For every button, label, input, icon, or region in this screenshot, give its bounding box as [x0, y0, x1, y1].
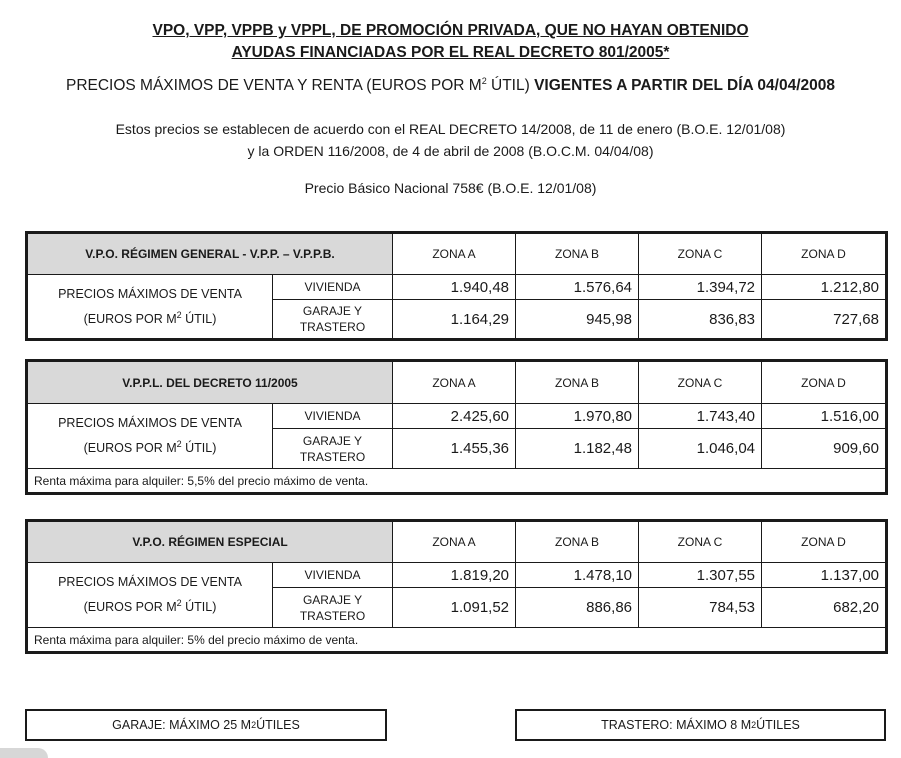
table-title: V.P.O. RÉGIMEN ESPECIAL — [27, 521, 393, 563]
page-corner-shadow — [0, 748, 48, 758]
zone-header: ZONA D — [762, 233, 887, 275]
zone-header: ZONA B — [516, 361, 639, 404]
zone-header: ZONA D — [762, 521, 887, 563]
garaje-label-line-1: GARAJE Y — [302, 304, 363, 318]
subtitle-sup: 2 — [481, 75, 487, 86]
rent-note: Renta máxima para alquiler: 5% del precio máximo de venta. — [27, 628, 887, 653]
intro-line-1: Estos precios se establecen de acuerdo con el REAL DECRETO 14/2008, de 11 de enero (B.O.E. 12/01/08) — [115, 121, 786, 137]
table-title: V.P.O. RÉGIMEN GENERAL - V.P.P. – V.P.P.B. — [27, 233, 393, 275]
row-label-sup: 2 — [176, 597, 182, 608]
garaje-max-box: GARAJE: MÁXIMO 25 M 2 ÚTILES — [25, 709, 387, 741]
row-label-sup: 2 — [176, 438, 182, 449]
row-label-sup: 2 — [176, 309, 182, 320]
zone-header: ZONA B — [516, 233, 639, 275]
garaje-trastero-label — [273, 300, 393, 340]
price-cell: 1.137,00 — [762, 563, 887, 588]
title-line-1: VPO, VPP, VPPB y VPPL, DE PROMOCIÓN PRIVADA, QUE NO HAYAN OBTENIDO — [152, 22, 749, 39]
price-cell: 836,83 — [639, 300, 762, 340]
price-cell: 682,20 — [762, 588, 887, 628]
price-cell: 1.455,36 — [393, 429, 516, 469]
price-table-especial — [25, 519, 888, 654]
price-cell: 1.394,72 — [639, 275, 762, 300]
price-cell: 1.576,64 — [516, 275, 639, 300]
subtitle-part-a: PRECIOS MÁXIMOS DE VENTA Y RENTA (EUROS POR M — [65, 77, 482, 94]
title-line-2: AYUDAS FINANCIADAS POR EL REAL DECRETO 801/2005* — [231, 44, 670, 61]
vivienda-label: VIVIENDA — [273, 563, 393, 588]
zone-header: ZONA A — [393, 233, 516, 275]
price-cell: 1.819,20 — [393, 563, 516, 588]
garaje-label-line-1: GARAJE Y — [302, 592, 363, 607]
row-label-line-2a: (EUROS POR M — [83, 311, 177, 326]
price-cell: 1.478,10 — [516, 563, 639, 588]
price-cell: 1.940,48 — [393, 275, 516, 300]
price-cell: 1.307,55 — [639, 563, 762, 588]
trastero-max-box: TRASTERO: MÁXIMO 8 M 2 ÚTILES — [515, 709, 886, 741]
row-label-line-2a: (EUROS POR M — [83, 600, 177, 614]
trastero-max-b: ÚTILES — [756, 718, 800, 732]
price-cell: 727,68 — [762, 300, 887, 340]
garaje-label-line-2: TRASTERO — [299, 449, 366, 464]
garaje-trastero-label — [273, 429, 393, 469]
price-cell: 1.046,04 — [639, 429, 762, 469]
subtitle — [0, 77, 901, 95]
base-price: Precio Básico Nacional 758€ (B.O.E. 12/01/08) — [304, 180, 597, 196]
price-cell: 1.516,00 — [762, 404, 887, 429]
row-label-line-1: PRECIOS MÁXIMOS DE VENTA — [58, 575, 242, 589]
garaje-trastero-label — [273, 588, 393, 628]
price-cell: 945,98 — [516, 300, 639, 340]
price-cell: 1.212,80 — [762, 275, 887, 300]
row-label-line-1: PRECIOS MÁXIMOS DE VENTA — [58, 286, 242, 301]
row-label — [27, 275, 273, 340]
price-table-vppl — [25, 359, 888, 495]
row-label-line-2a: (EUROS POR M — [83, 441, 177, 455]
table-title: V.P.P.L. DEL DECRETO 11/2005 — [27, 361, 393, 404]
vivienda-label: VIVIENDA — [273, 275, 393, 300]
subtitle-bold: VIGENTES A PARTIR DEL DÍA 04/04/2008 — [534, 77, 836, 94]
price-cell: 1.743,40 — [639, 404, 762, 429]
price-cell: 1.164,29 — [393, 300, 516, 340]
intro-line-2: y la ORDEN 116/2008, de 4 de abril de 2008 (B.O.C.M. 04/04/08) — [247, 143, 654, 159]
price-cell: 784,53 — [639, 588, 762, 628]
price-cell: 1.182,48 — [516, 429, 639, 469]
vivienda-label: VIVIENDA — [273, 404, 393, 429]
row-label-line-2b: ÚTIL) — [181, 311, 217, 326]
zone-header: ZONA D — [762, 361, 887, 404]
garaje-label-line-2: TRASTERO — [299, 320, 366, 334]
rent-note: Renta máxima para alquiler: 5,5% del precio máximo de venta. — [27, 469, 887, 494]
zone-header: ZONA A — [393, 521, 516, 563]
zone-header: ZONA B — [516, 521, 639, 563]
garaje-label-line-1: GARAJE Y — [302, 433, 363, 448]
subtitle-part-b: ÚTIL) — [486, 77, 535, 94]
price-table-general — [25, 231, 888, 341]
price-cell: 1.970,80 — [516, 404, 639, 429]
row-label — [27, 563, 273, 628]
zone-header: ZONA C — [639, 233, 762, 275]
zone-header: ZONA A — [393, 361, 516, 404]
row-label-line-2b: ÚTIL) — [181, 441, 217, 455]
row-label-line-1: PRECIOS MÁXIMOS DE VENTA — [58, 416, 242, 430]
garaje-max-b: ÚTILES — [256, 718, 300, 732]
price-cell: 886,86 — [516, 588, 639, 628]
zone-header: ZONA C — [639, 521, 762, 563]
garaje-label-line-2: TRASTERO — [299, 608, 366, 623]
row-label — [27, 404, 273, 469]
trastero-max-a: TRASTERO: MÁXIMO 8 M — [601, 718, 752, 732]
zone-header: ZONA C — [639, 361, 762, 404]
garaje-max-a: GARAJE: MÁXIMO 25 M — [112, 718, 252, 732]
row-label-line-2b: ÚTIL) — [181, 600, 217, 614]
price-cell: 909,60 — [762, 429, 887, 469]
price-cell: 2.425,60 — [393, 404, 516, 429]
price-cell: 1.091,52 — [393, 588, 516, 628]
